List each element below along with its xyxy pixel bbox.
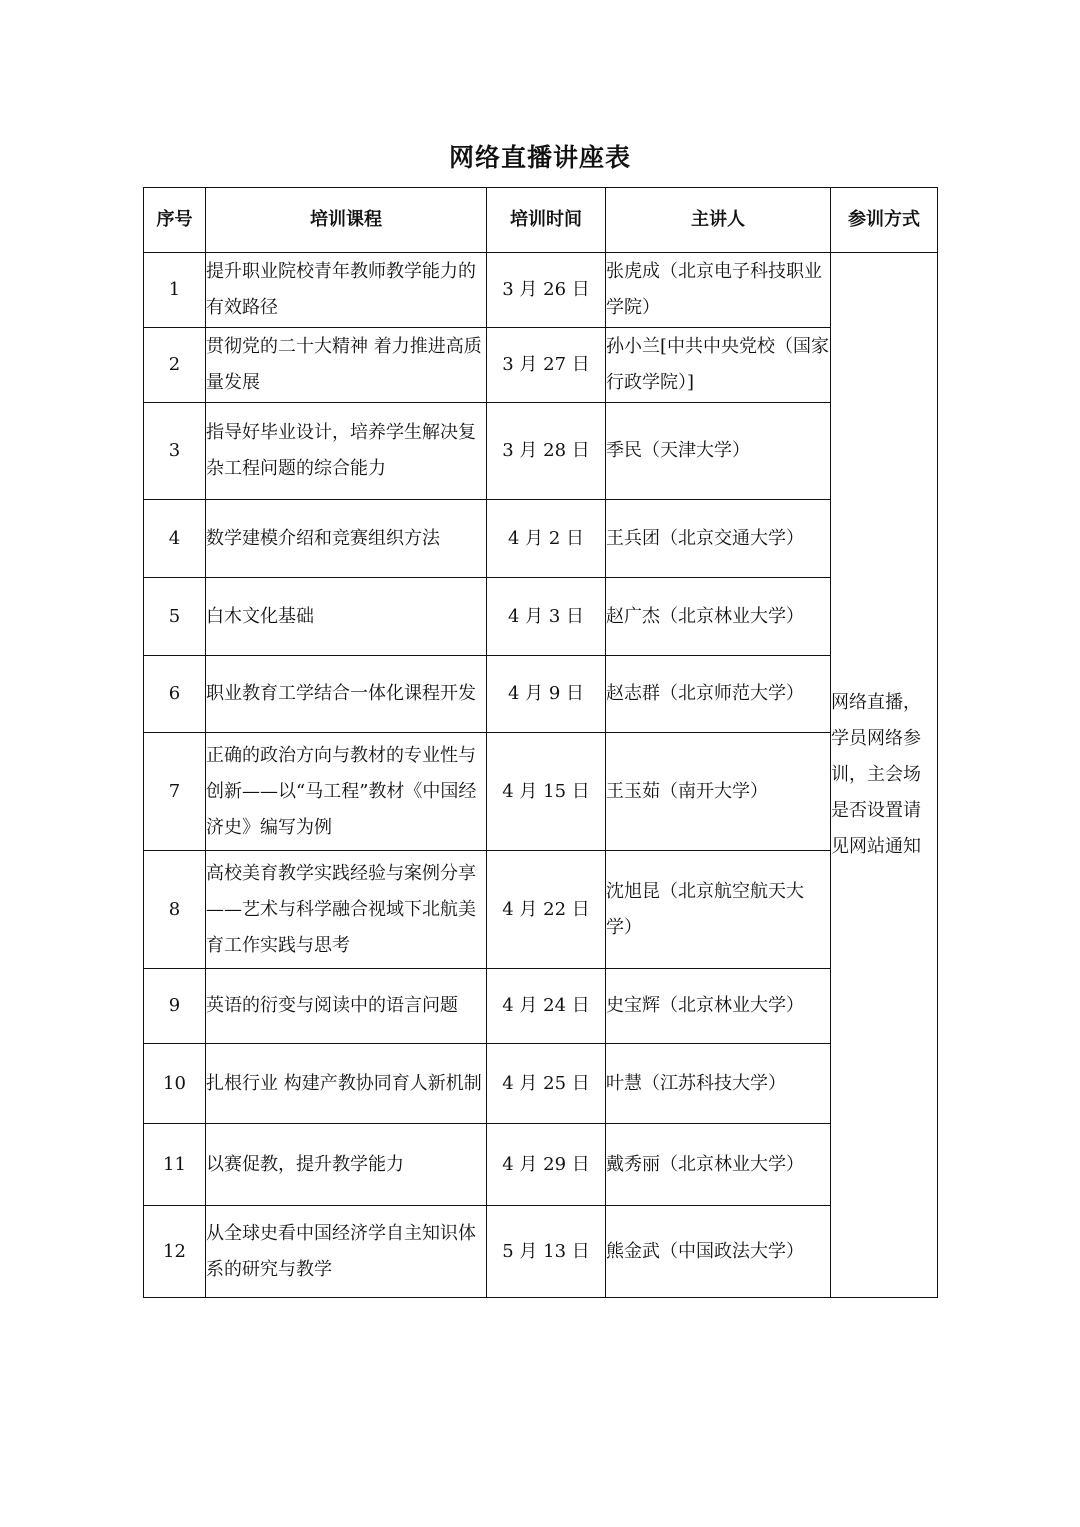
row-course: 职业教育工学结合一体化课程开发 [206, 656, 487, 733]
row-speaker: 孙小兰[中共中央党校（国家行政学院）] [606, 328, 831, 403]
row-number: 1 [144, 253, 206, 328]
row-speaker: 季民（天津大学） [606, 403, 831, 500]
row-number: 4 [144, 500, 206, 578]
row-number: 9 [144, 969, 206, 1044]
table-row [144, 578, 938, 656]
row-time: 4 月 15 日 [487, 733, 606, 851]
table-row [144, 253, 938, 328]
row-number: 3 [144, 403, 206, 500]
table-row [144, 1206, 938, 1298]
row-speaker: 沈旭昆（北京航空航天大学） [606, 851, 831, 969]
row-number: 2 [144, 328, 206, 403]
row-number: 7 [144, 733, 206, 851]
row-time: 4 月 25 日 [487, 1044, 606, 1124]
table-row [144, 656, 938, 733]
row-course: 英语的衍变与阅读中的语言问题 [206, 969, 487, 1044]
row-time: 5 月 13 日 [487, 1206, 606, 1298]
row-time: 4 月 22 日 [487, 851, 606, 969]
header-number: 序号 [144, 188, 206, 253]
row-time: 4 月 24 日 [487, 969, 606, 1044]
row-course: 提升职业院校青年教师教学能力的有效路径 [206, 253, 487, 328]
table-row [144, 969, 938, 1044]
header-speaker: 主讲人 [606, 188, 831, 253]
row-speaker: 熊金武（中国政法大学） [606, 1206, 831, 1298]
row-course: 扎根行业 构建产教协同育人新机制 [206, 1044, 487, 1124]
row-time: 3 月 27 日 [487, 328, 606, 403]
row-speaker: 王兵团（北京交通大学） [606, 500, 831, 578]
row-time: 4 月 3 日 [487, 578, 606, 656]
row-time: 3 月 26 日 [487, 253, 606, 328]
row-time: 3 月 28 日 [487, 403, 606, 500]
row-number: 5 [144, 578, 206, 656]
table-row [144, 403, 938, 500]
row-speaker: 叶慧（江苏科技大学） [606, 1044, 831, 1124]
table-header-row [144, 188, 938, 253]
header-course: 培训课程 [206, 188, 487, 253]
row-time: 4 月 29 日 [487, 1124, 606, 1206]
row-course: 数学建模介绍和竞赛组织方法 [206, 500, 487, 578]
row-course: 贯彻党的二十大精神 着力推进高质量发展 [206, 328, 487, 403]
row-speaker: 史宝辉（北京林业大学） [606, 969, 831, 1044]
row-course: 高校美育教学实践经验与案例分享——艺术与科学融合视域下北航美育工作实践与思考 [206, 851, 487, 969]
table-row [144, 851, 938, 969]
page-title: 网络直播讲座表 [448, 143, 631, 172]
row-course: 以赛促教，提升教学能力 [206, 1124, 487, 1206]
row-course: 正确的政治方向与教材的专业性与创新——以“马工程”教材《中国经济史》编写为例 [206, 733, 487, 851]
header-mode: 参训方式 [831, 188, 938, 253]
row-course: 白木文化基础 [206, 578, 487, 656]
row-course: 指导好毕业设计，培养学生解决复杂工程问题的综合能力 [206, 403, 487, 500]
row-course: 从全球史看中国经济学自主知识体系的研究与教学 [206, 1206, 487, 1298]
lecture-table [143, 187, 938, 1298]
row-number: 8 [144, 851, 206, 969]
table-row [144, 1044, 938, 1124]
table-row [144, 1124, 938, 1206]
table-row [144, 733, 938, 851]
row-number: 10 [144, 1044, 206, 1124]
header-time: 培训时间 [487, 188, 606, 253]
table-row [144, 328, 938, 403]
row-speaker: 王玉茹（南开大学） [606, 733, 831, 851]
row-number: 11 [144, 1124, 206, 1206]
table-row [144, 500, 938, 578]
row-time: 4 月 2 日 [487, 500, 606, 578]
row-speaker: 赵志群（北京师范大学） [606, 656, 831, 733]
row-speaker: 戴秀丽（北京林业大学） [606, 1124, 831, 1206]
participation-mode: 网络直播，学员网络参训，主会场是否设置请见网站通知 [831, 253, 938, 1298]
row-number: 6 [144, 656, 206, 733]
row-number: 12 [144, 1206, 206, 1298]
row-time: 4 月 9 日 [487, 656, 606, 733]
row-speaker: 赵广杰（北京林业大学） [606, 578, 831, 656]
row-speaker: 张虎成（北京电子科技职业学院） [606, 253, 831, 328]
